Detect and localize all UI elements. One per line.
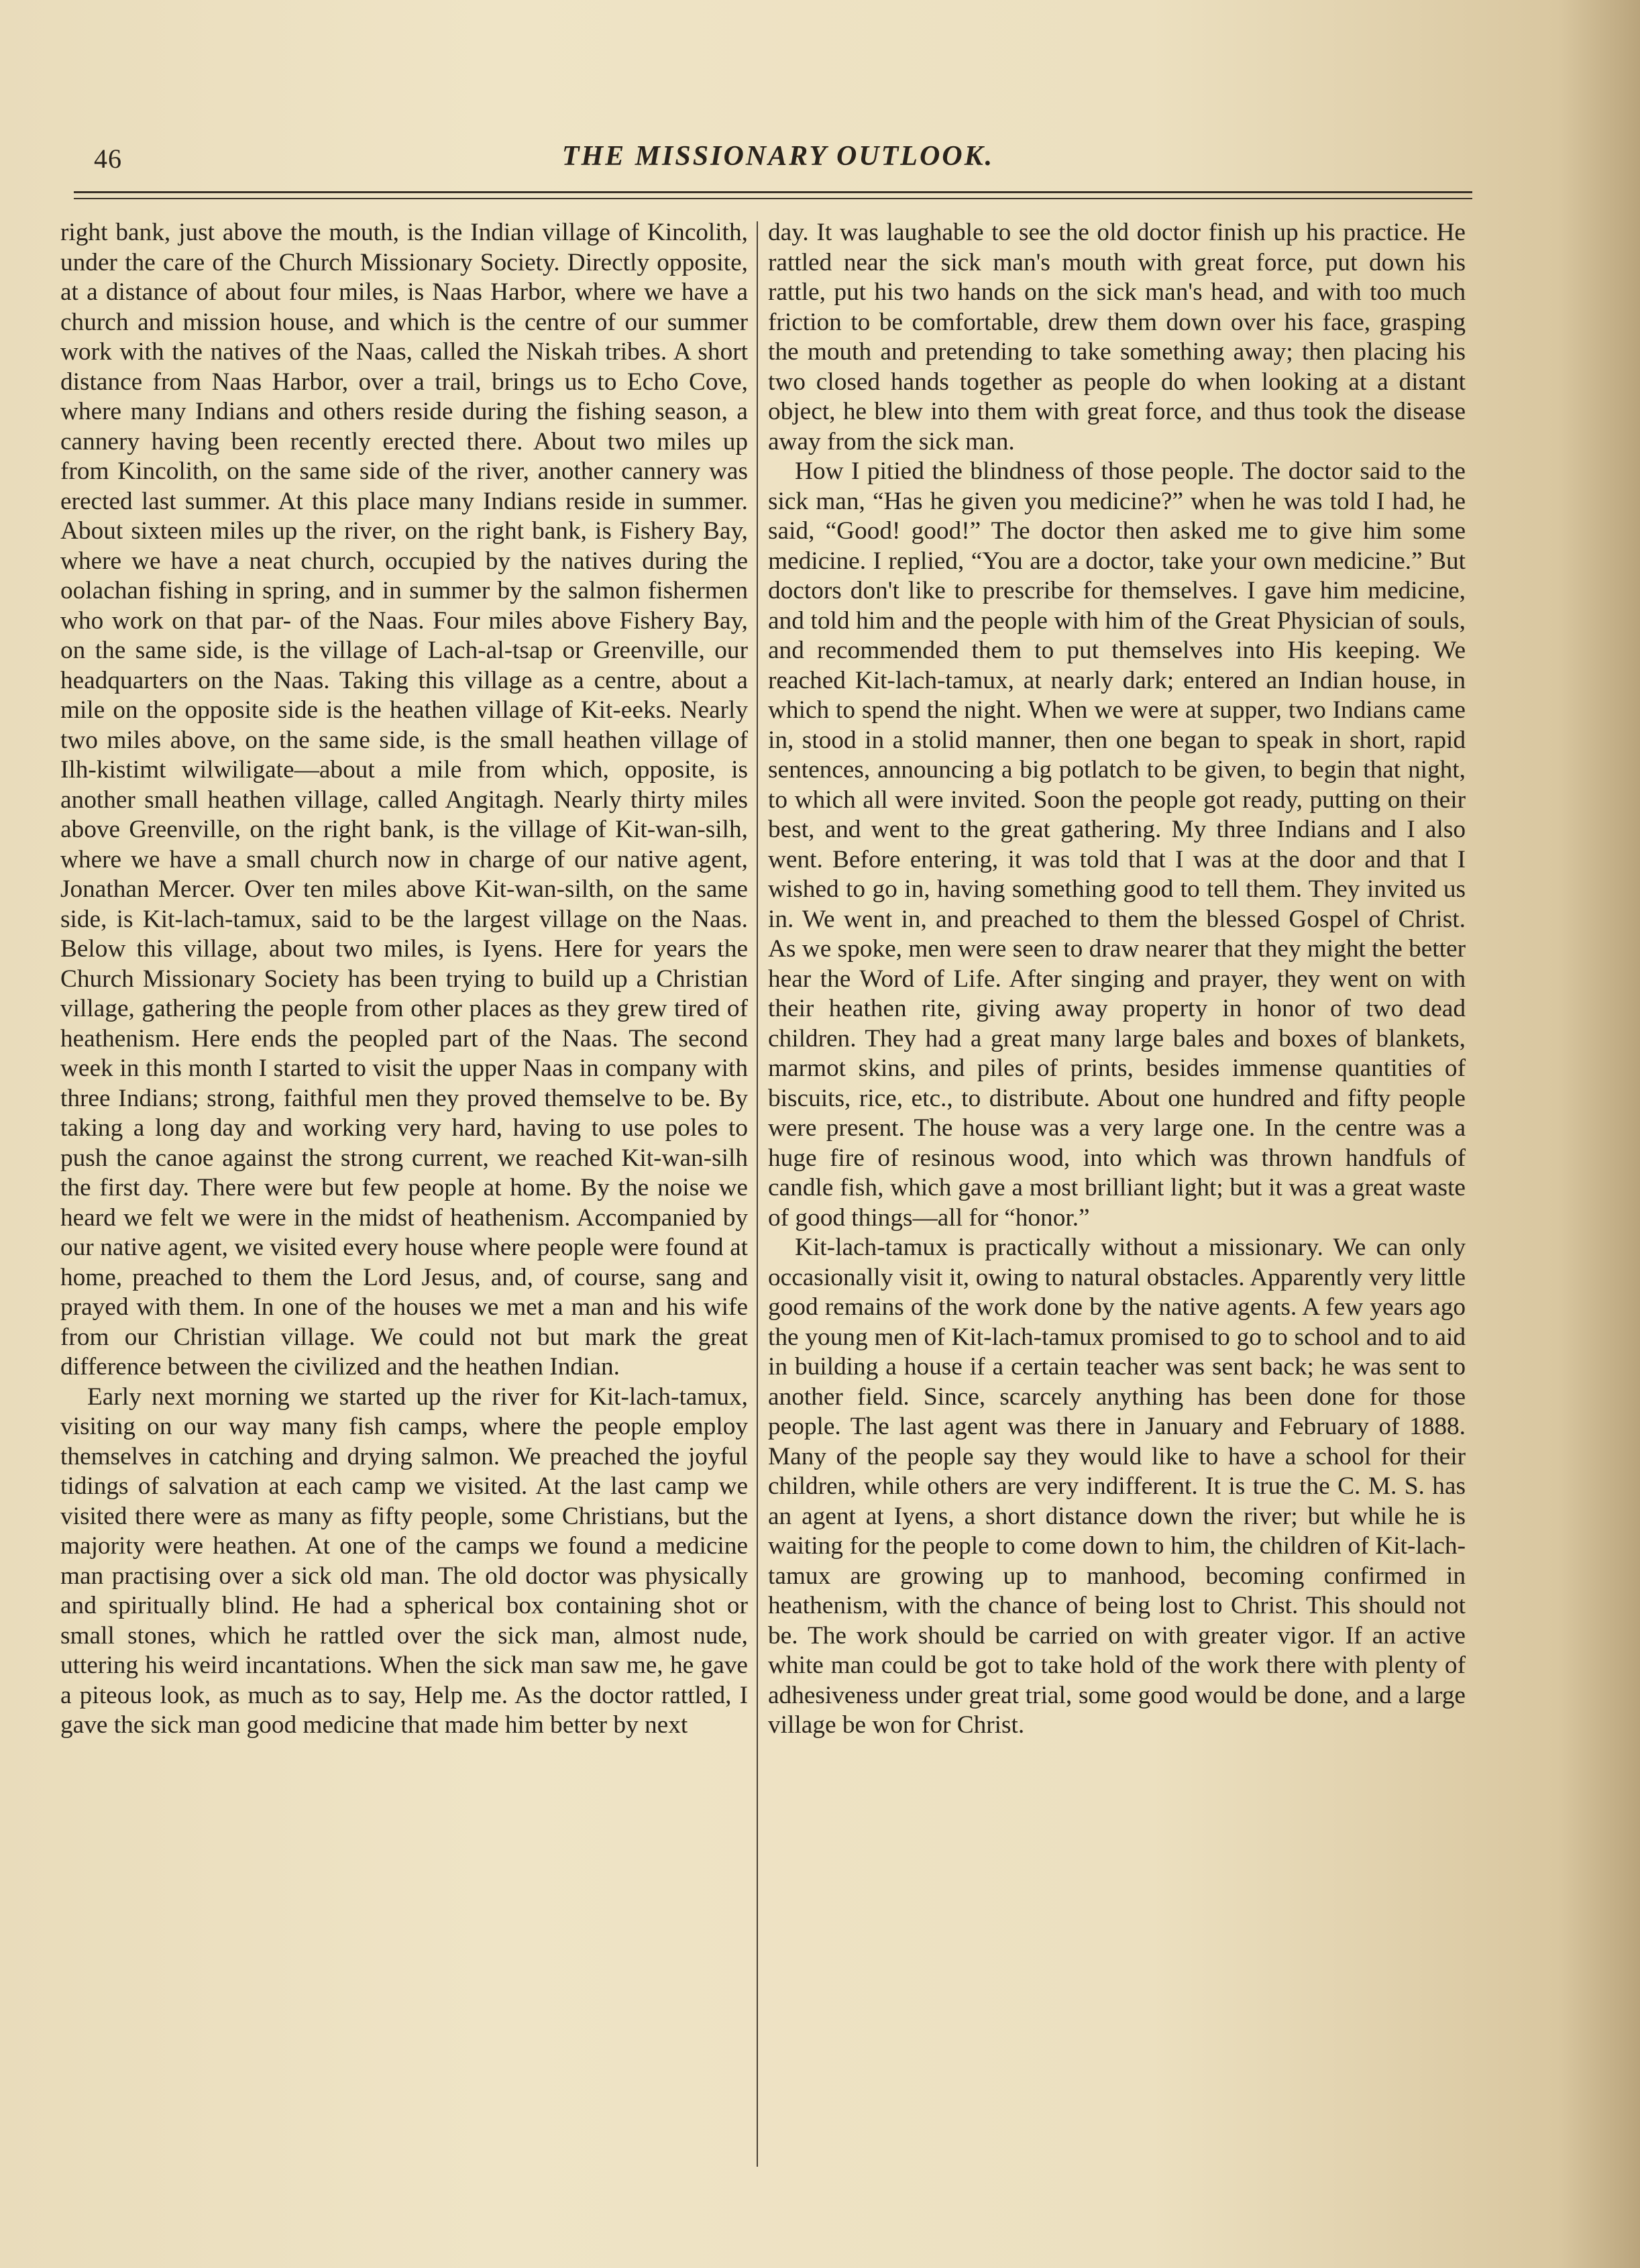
page-number: 46 — [94, 144, 122, 174]
paragraph: How I pitied the blindness of those people. The doctor said to the sick man, “Has he given you medicine?” when he was told I had, he said, “Good! good!” The doctor then asked me to give him some medicine. I replied, “You are a doctor, take your own medicine.” But doctors don't like to prescribe for themselves. I gave him medicine, and told him and the people with him of the Great Physician of souls, and recommended them to put themselves into His keeping. We reached Kit-lach-tamux, at nearly dark; entered an Indian house, in which to spend the night. When we were at supper, two Indians came in, stood in a stolid manner, then one began to speak in short, rapid sentences, announcing a big potlatch to be given, to begin that night, to which all were invited. Soon the people got ready, putting on their best, and went to the great gathering. My three Indians and I also went. Before entering, it was told that I was at the door and that I wished to go in, having something good to tell them. They invited us in. We went in, and preached to them the blessed Gospel of Christ. As we spoke, men were seen to draw nearer that they might the better hear the Word of Life. After singing and prayer, they went on with their heathen rite, giving away property in honor of two dead children. They had a great many large bales and boxes of blankets, marmot skins, and piles of prints, besides immense quantities of biscuits, rice, etc., to distribute. About one hundred and fifty people were present. The house was a very large one. In the centre was a huge fire of resinous wood, into which was thrown handfuls of candle fish, which gave a most brilliant light; but it was a great waste of good things—all for “honor.” — [768, 457, 1466, 1232]
right-column — [768, 218, 1466, 1741]
paragraph: day. It was laughable to see the old doctor finish up his practice. He rattled near the sick man's mouth with great force, put down his rattle, put his two hands on the sick man's head, and with too much friction to be comfortable, drew them down over his face, grasping the mouth and pretending to take something away; then placing his two closed hands together as people do when looking at a distant object, he blew into them with great force, and thus took the disease away from the sick man. — [768, 219, 1466, 455]
header-rule — [74, 191, 1472, 199]
running-title: THE MISSIONARY OUTLOOK. — [561, 141, 995, 172]
paragraph: Early next morning we started up the river for Kit-lach-tamux, visiting on our way many fish camps, where the people employ themselves in catching and drying salmon. We preached the joyful tidings of salvation at each camp we visited. At the last camp we visited there were as many as fifty people, some Christians, but the majority were heathen. At one of the camps we found a medicine man practising over a sick old man. The old doctor was physically and spiritually blind. He had a spherical box containing shot or small stones, which he rattled over the sick man, almost nude, uttering his weird incantations. When the sick man saw me, he gave a piteous look, as much as to say, Help me. As the doctor rattled, I gave the sick man good medicine that made him better by next — [60, 1383, 748, 1739]
page-header — [94, 138, 1462, 178]
paragraph: right bank, just above the mouth, is the Indian village of Kincolith, under the care of the Church Missionary Society. Directly opposite, at a distance of about four miles, is Naas Harbor, where we have a church and mission house, and which is the centre of our summer work with the natives of the Naas, called the Niskah tribes. A short distance from Naas Harbor, over a trail, brings us to Echo Cove, where many Indians and others reside during the fishing season, a cannery having been recently erected there. About two miles up from Kincolith, on the same side of the river, another cannery was erected last summer. At this place many Indians reside in summer. About sixteen miles up the river, on the right bank, is Fishery Bay, where we have a neat church, occupied by the natives during the oolachan fishing in spring, and in summer by the salmon fishermen who work on that par- of the Naas. Four miles above Fishery Bay, on the same side, is the village of Lach-al-tsap or Greenville, our headquarters on the Naas. Taking this village as a centre, about a mile on the opposite side is the heathen village of Kit-eeks. Nearly two miles above, on the same side, is the small heathen village of Ilh-kistimt wilwiligate—about a mile from which, opposite, is another small heathen village, called Angitagh. Nearly thirty miles above Greenville, on the right bank, is the village of Kit-wan-silh, where we have a small church now in charge of our native agent, Jonathan Mercer. Over ten miles above Kit-wan-silth, on the same side, is Kit-lach-tamux, said to be the largest village on the Naas. Below this village, about two miles, is Iyens. Here for years the Church Missionary Society has been trying to build up a Christian village, gathering the people from other places as they grew tired of heathenism. Here ends the peopled part of the Naas. The second week in this month I started to visit the upper Naas in company with three Indians; strong, faithful men they proved themselve to be. By taking a long day and working very hard, having to use poles to push the canoe against the strong current, we reached Kit-wan-silh the first day. There were but few people at home. By the noise we heard we felt we were in the midst of heathenism. Accompanied by our native agent, we visited every house where people were found at home, preached to them the Lord Jesus, and, of course, sang and prayed with them. In one of the houses we met a man and his wife from our Christian village. We could not but mark the great difference between the civilized and the heathen Indian. — [60, 219, 748, 1381]
left-column — [60, 218, 748, 1741]
column-divider — [757, 221, 758, 2167]
paragraph: Kit-lach-tamux is practically without a missionary. We can only occasionally visit it, owing to natural obstacles. Apparently very little good remains of the work done by the native agents. A few years ago the young men of Kit-lach-tamux promised to go to school and to aid in building a house if a certain teacher was sent back; he was sent to another field. Since, scarcely anything has been done for those people. The last agent was there in January and February of 1888. Many of the people say they would like to have a school for their children, while others are very indifferent. It is true the C. M. S. has an agent at Iyens, a short distance down the river; but while he is waiting for the people to come down to him, the children of Kit-lach-tamux are growing up to manhood, becoming confirmed in heathenism, with the chance of being lost to Christ. This should not be. The work should be carried on with greater vigor. If an active white man could be got to take hold of the work there with plenty of adhesiveness under great trial, some good would be done, and a large village be won for Christ. — [768, 1234, 1466, 1739]
